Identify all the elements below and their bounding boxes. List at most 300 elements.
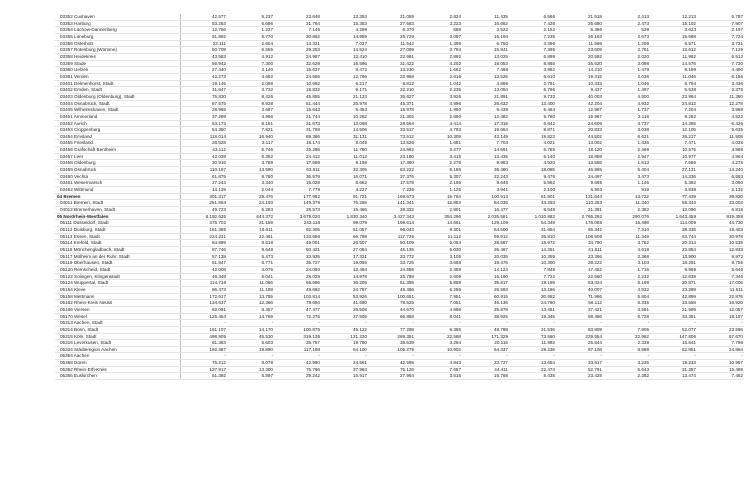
value-cell: 6.750 <box>462 40 509 47</box>
table-row <box>55 360 744 367</box>
value-cell: 25.729 <box>368 33 415 40</box>
table-row <box>55 207 744 214</box>
value-cell: 14.251 <box>509 246 556 253</box>
value-cell: 819.358 <box>697 213 744 220</box>
value-cell: 6.818 <box>697 207 744 214</box>
value-cell: 6.571 <box>650 40 697 47</box>
value-cell: 44.502 <box>556 133 603 140</box>
value-cell: 13.526 <box>368 140 415 147</box>
value-cell: 2.035.561 <box>462 213 509 220</box>
value-cell: 15.917 <box>321 373 368 380</box>
value-cell: 16.611 <box>227 227 274 234</box>
value-cell: 9.983 <box>462 160 509 167</box>
table-row <box>55 333 744 340</box>
value-cell: 22.560 <box>556 273 603 280</box>
table-row <box>55 293 744 300</box>
region-name-cell: 03360 Uelzen <box>55 67 180 74</box>
value-cell: - <box>415 353 462 360</box>
value-cell: 48.348 <box>180 273 227 280</box>
value-cell: 5.760 <box>509 113 556 120</box>
value-cell: 2.609 <box>415 273 462 280</box>
table-row <box>55 260 744 267</box>
value-cell: 33.617 <box>556 360 603 367</box>
value-cell: 8.049 <box>321 140 368 147</box>
value-cell: 2.359 <box>415 266 462 273</box>
value-cell: 12.278 <box>697 100 744 107</box>
region-name-cell: 03357 Rotenburg (Wümme) <box>55 47 180 54</box>
value-cell: 53.926 <box>321 293 368 300</box>
value-cell: 11.112 <box>415 233 462 240</box>
value-cell: 134.637 <box>180 300 227 307</box>
value-cell: 5.237 <box>227 14 274 20</box>
value-cell: 2.152 <box>509 27 556 34</box>
value-cell: 9.733 <box>509 93 556 100</box>
value-cell: 149.379 <box>274 200 321 207</box>
value-cell: 84.899 <box>180 240 227 247</box>
value-cell: 12.057 <box>697 306 744 313</box>
value-cell: 3.989 <box>697 107 744 114</box>
region-name-cell: 03358 Heidekreis <box>55 53 180 60</box>
value-cell: 4.843 <box>415 360 462 367</box>
value-cell: 3.117 <box>227 140 274 147</box>
value-cell: - <box>509 320 556 327</box>
value-cell: 10.692 <box>274 80 321 87</box>
value-cell: 26.163 <box>556 33 603 40</box>
value-cell: - <box>509 353 556 360</box>
value-cell: 4.912 <box>227 53 274 60</box>
value-cell: 15.841 <box>462 47 509 54</box>
region-name-cell: 03355 Lüneburg <box>55 33 180 40</box>
value-cell: 13.451 <box>509 306 556 313</box>
table-row <box>55 100 744 107</box>
table-row <box>55 300 744 307</box>
value-cell: 7.426 <box>509 20 556 27</box>
value-cell: 28.965 <box>180 107 227 114</box>
value-cell: 1.716 <box>603 266 650 273</box>
value-cell: 7.779 <box>274 187 321 194</box>
value-cell: 8.988 <box>603 346 650 353</box>
value-cell: 8.435 <box>509 373 556 380</box>
value-cell: 15.643 <box>274 107 321 114</box>
value-cell: 14.124 <box>462 266 509 273</box>
value-cell: 35.827 <box>368 93 415 100</box>
value-cell: 23.180 <box>368 153 415 160</box>
value-cell: 8.472 <box>321 67 368 74</box>
value-cell: 52.851 <box>650 346 697 353</box>
value-cell: 8.169 <box>650 67 697 74</box>
table-row <box>55 220 744 227</box>
value-cell: 46.466 <box>368 286 415 293</box>
table-row <box>55 366 744 373</box>
value-cell: 3.340 <box>227 180 274 187</box>
value-cell: 5.804 <box>603 293 650 300</box>
value-cell: 36.579 <box>274 173 321 180</box>
value-cell: 5.897 <box>227 373 274 380</box>
value-cell: 2.604 <box>227 40 274 47</box>
value-cell: 19.315 <box>556 73 603 80</box>
value-cell: 12.756 <box>180 27 227 34</box>
value-cell: 4.783 <box>415 127 462 134</box>
value-cell: 16.596 <box>321 60 368 67</box>
region-name-cell: 03457 Leer <box>55 153 180 160</box>
value-cell: 3.515 <box>415 373 462 380</box>
value-cell: 6.512 <box>697 53 744 60</box>
value-cell: - <box>603 353 650 360</box>
value-cell: 42.008 <box>180 266 227 273</box>
value-cell: 15.668 <box>650 33 697 40</box>
value-cell: 26.593 <box>462 286 509 293</box>
value-cell: 32.305 <box>321 167 368 174</box>
region-name-cell: 03456 Grafschaft Bentheim <box>55 147 180 154</box>
region-name-cell: 03455 Friesland <box>55 140 180 147</box>
value-cell: - <box>368 353 415 360</box>
value-cell: 33.351 <box>650 313 697 320</box>
value-cell: 8.457 <box>227 306 274 313</box>
value-cell: 17.669 <box>274 160 321 167</box>
value-cell: 3.427.343 <box>368 213 415 220</box>
value-cell: 45.530 <box>227 333 274 340</box>
value-cell: 4.920 <box>509 160 556 167</box>
value-cell: 11.508 <box>697 133 744 140</box>
value-cell: - <box>180 353 227 360</box>
value-cell: 1.513 <box>603 160 650 167</box>
value-cell: 7.300 <box>227 60 274 67</box>
value-cell: 6.192.635 <box>180 213 227 220</box>
value-cell: 13.654 <box>509 360 556 367</box>
value-cell: 28.332 <box>368 207 415 214</box>
value-cell: 6.771 <box>227 260 274 267</box>
value-cell: 7.798 <box>697 340 744 347</box>
value-cell: 43.583 <box>180 53 227 60</box>
value-cell: 16.251 <box>650 260 697 267</box>
value-cell: 1.227 <box>227 27 274 34</box>
value-cell: 10.575 <box>650 147 697 154</box>
table-row <box>55 160 744 167</box>
value-cell: 4.966 <box>227 113 274 120</box>
value-cell: 50.109 <box>368 240 415 247</box>
table-row <box>55 373 744 380</box>
value-cell: - <box>556 320 603 327</box>
value-cell: 22.474 <box>509 366 556 373</box>
region-name-cell: 03359 Stade <box>55 60 180 67</box>
value-cell: 61.395 <box>368 280 415 287</box>
district-statistics-table <box>55 14 744 380</box>
value-cell: 106.506 <box>556 233 603 240</box>
region-name-cell: 05315 Köln, Stadt <box>55 333 180 340</box>
value-cell: 40.007 <box>556 286 603 293</box>
value-cell: 8.865 <box>509 60 556 67</box>
value-cell: 56.942 <box>180 60 227 67</box>
value-cell: 7.129 <box>697 47 744 54</box>
value-cell: 2.761 <box>603 47 650 54</box>
value-cell: 7.310 <box>603 227 650 234</box>
table-row <box>55 47 744 54</box>
value-cell: 17.331 <box>321 253 368 260</box>
table-row <box>55 107 744 114</box>
value-cell: 12.987 <box>556 107 603 114</box>
value-cell: 11.780 <box>321 147 368 154</box>
value-cell: 13.166 <box>509 286 556 293</box>
value-cell: 75.830 <box>180 93 227 100</box>
table-row <box>55 313 744 320</box>
region-name-cell: 03458 Oldenburg <box>55 160 180 167</box>
value-cell: 44.411 <box>462 366 509 373</box>
value-cell: 30.871 <box>650 280 697 287</box>
table-row <box>55 53 744 60</box>
value-cell: 5.283 <box>227 207 274 214</box>
value-cell: 43.149 <box>462 133 509 140</box>
table-row <box>55 233 744 240</box>
value-cell: 49.682 <box>274 286 321 293</box>
value-cell: 12.366 <box>227 300 274 307</box>
value-cell: 21.391 <box>556 207 603 214</box>
value-cell: 4.898 <box>462 80 509 87</box>
value-cell: 4.522 <box>697 113 744 120</box>
table-row <box>55 273 744 280</box>
value-cell: 7.703 <box>462 140 509 147</box>
value-cell: 14.576 <box>650 60 697 67</box>
value-cell: 169.673 <box>368 193 415 200</box>
value-cell: 224.231 <box>180 233 227 240</box>
value-cell: 14.240 <box>697 167 744 174</box>
value-cell: 10.300 <box>509 260 556 267</box>
value-cell: 3.838 <box>650 187 697 194</box>
table-row <box>55 80 744 87</box>
value-cell: 15.641 <box>650 340 697 347</box>
region-name-cell: 03401 Delmenhorst, Stadt <box>55 80 180 87</box>
value-cell: 6.593 <box>697 173 744 180</box>
value-cell: 5.404 <box>603 167 650 174</box>
value-cell: 23.366 <box>556 253 603 260</box>
region-name-cell: 05313 Aachen, Stadt <box>55 320 180 327</box>
value-cell: 35.539 <box>368 340 415 347</box>
value-cell: 73.512 <box>368 133 415 140</box>
table-row <box>55 140 744 147</box>
value-cell: 1.950 <box>415 107 462 114</box>
value-cell: 3.926 <box>415 93 462 100</box>
table-row <box>55 227 744 234</box>
value-cell: 21.891 <box>462 93 509 100</box>
value-cell: 2.413 <box>603 14 650 20</box>
value-cell: 19.145 <box>180 80 227 87</box>
value-cell: 3.415 <box>415 153 462 160</box>
value-cell: 7.482 <box>697 373 744 380</box>
value-cell: 27.440 <box>180 67 227 74</box>
value-cell: 18.120 <box>556 147 603 154</box>
table-row <box>55 153 744 160</box>
value-cell: 644.372 <box>227 213 274 220</box>
value-cell: 13.556 <box>556 160 603 167</box>
value-cell: 44.730 <box>697 220 744 227</box>
value-cell: 57.138 <box>180 253 227 260</box>
value-cell: 2.673 <box>603 33 650 40</box>
value-cell: 375.702 <box>180 220 227 227</box>
value-cell: 27.084 <box>321 246 368 253</box>
value-cell: 4.075 <box>227 266 274 273</box>
value-cell: 11.390 <box>697 93 744 100</box>
value-cell: 2.824 <box>415 14 462 20</box>
value-cell: 6.631 <box>603 133 650 140</box>
value-cell: 177.952 <box>274 193 321 200</box>
value-cell: 4.202 <box>415 60 462 67</box>
value-cell: 7.821 <box>227 127 274 134</box>
value-cell: 14.336 <box>650 173 697 180</box>
value-cell: 6.217 <box>321 80 368 87</box>
value-cell: 82.091 <box>180 306 227 313</box>
value-cell: - <box>180 320 227 327</box>
value-cell: 5.030 <box>415 246 462 253</box>
value-cell: 19.199 <box>509 280 556 287</box>
value-cell: 3.668 <box>415 260 462 267</box>
value-cell: 3.264 <box>415 340 462 347</box>
value-cell: 49.723 <box>180 207 227 214</box>
value-cell: 15.768 <box>462 373 509 380</box>
value-cell: 2.132 <box>697 187 744 194</box>
value-cell: 23.964 <box>650 93 697 100</box>
value-cell: 7.235 <box>509 33 556 40</box>
value-cell: 28.687 <box>462 240 509 247</box>
value-cell: 13.494 <box>321 266 368 273</box>
value-cell: 11.340 <box>603 200 650 207</box>
value-cell: 5.198 <box>603 280 650 287</box>
value-cell: 22.210 <box>368 87 415 94</box>
value-cell: 13.612 <box>650 47 697 54</box>
value-cell: 15.489 <box>697 366 744 373</box>
value-cell: 4.932 <box>603 286 650 293</box>
value-cell: 14.661 <box>415 220 462 227</box>
value-cell: 2.473 <box>603 20 650 27</box>
value-cell: 1.125 <box>415 187 462 194</box>
value-cell: 9.171 <box>321 87 368 94</box>
value-cell: 14.170 <box>227 326 274 333</box>
value-cell: 8.682 <box>321 180 368 187</box>
value-cell: 51.892 <box>180 33 227 40</box>
value-cell: 5.646 <box>697 266 744 273</box>
value-cell: 63.744 <box>650 233 697 240</box>
region-name-cell: 03461 Wesermarsch <box>55 180 180 187</box>
value-cell: 31.422 <box>368 60 415 67</box>
value-cell: 15.102 <box>650 20 697 27</box>
value-cell: 2.036 <box>603 73 650 80</box>
value-cell: 54.500 <box>462 227 509 234</box>
value-cell: 7.848 <box>509 266 556 273</box>
value-cell: 131.230 <box>321 333 368 340</box>
value-cell: 4.866 <box>415 306 462 313</box>
region-name-cell: 03451 Ammerland <box>55 113 180 120</box>
table-row <box>55 326 744 333</box>
value-cell: 2.382 <box>603 373 650 380</box>
value-cell: 26.507 <box>321 240 368 247</box>
value-cell: 141.341 <box>368 200 415 207</box>
value-cell: - <box>368 320 415 327</box>
value-cell: 12.638 <box>650 273 697 280</box>
value-cell: 22.243 <box>462 173 509 180</box>
value-cell: 7.027 <box>321 40 368 47</box>
value-cell: 10.957 <box>697 360 744 367</box>
value-cell: 87.746 <box>180 246 227 253</box>
region-name-cell: 05334 Städteregion Aachen <box>55 346 180 353</box>
table-row <box>55 40 744 47</box>
value-cell: - <box>650 320 697 327</box>
value-cell: 131.644 <box>556 193 603 200</box>
table-row <box>55 240 744 247</box>
value-cell: 6.765 <box>509 147 556 154</box>
value-cell: 35.727 <box>274 260 321 267</box>
value-cell: 2.116 <box>603 113 650 120</box>
value-cell: 8.648 <box>509 207 556 214</box>
value-cell: 3.103 <box>603 260 650 267</box>
value-cell: 4.021 <box>509 140 556 147</box>
table-row <box>55 120 744 127</box>
value-cell: 5.643 <box>603 366 650 373</box>
value-cell: 11.188 <box>227 286 274 293</box>
value-cell: 14.210 <box>556 67 603 74</box>
table-row <box>55 167 744 174</box>
value-cell: 13.068 <box>321 120 368 127</box>
region-name-cell: 04012 Bremerhaven, Stadt <box>55 207 180 214</box>
value-cell: 100.513 <box>462 193 509 200</box>
value-cell: 76.212 <box>180 360 227 367</box>
value-cell: 6.899 <box>509 53 556 60</box>
value-cell: 45.371 <box>368 100 415 107</box>
value-cell: 21.518 <box>556 14 603 20</box>
table-row <box>55 346 744 353</box>
value-cell: 3.623 <box>650 27 697 34</box>
value-cell: 8.871 <box>509 127 556 134</box>
value-cell: 301.317 <box>180 193 227 200</box>
value-cell: 229.554 <box>556 333 603 340</box>
value-cell: 7.724 <box>697 33 744 40</box>
table-row <box>55 33 744 40</box>
value-cell: 13.435 <box>462 153 509 160</box>
value-cell: 28.564 <box>368 120 415 127</box>
value-cell: 57.670 <box>697 333 744 340</box>
region-name-cell: 03462 Wittmund <box>55 187 180 194</box>
value-cell: 11.569 <box>556 40 603 47</box>
value-cell: 3.473 <box>603 173 650 180</box>
region-name-cell: 05316 Leverkusen, Stadt <box>55 340 180 347</box>
region-name-cell: 03403 Oldenburg (Oldenburg), Stadt <box>55 93 180 100</box>
value-cell: 2.195 <box>415 180 462 187</box>
table-row-state <box>55 213 744 220</box>
value-cell: 10.309 <box>415 133 462 140</box>
value-cell: 24.561 <box>321 360 368 367</box>
value-cell: 3.794 <box>415 47 462 54</box>
value-cell: 13.094 <box>462 87 509 94</box>
value-cell: 9.301 <box>415 227 462 234</box>
value-cell: 42.980 <box>274 360 321 367</box>
value-cell: 10.282 <box>321 113 368 120</box>
value-cell: 9.476 <box>509 173 556 180</box>
value-cell: 12.766 <box>321 73 368 80</box>
value-cell: 61.383 <box>180 340 227 347</box>
value-cell: 25.508 <box>321 306 368 313</box>
value-cell: 4.490 <box>697 67 744 74</box>
value-cell: 7.051 <box>415 300 462 307</box>
region-name-cell: 03352 Cuxhaven <box>55 14 180 20</box>
value-cell: 1.436 <box>603 140 650 147</box>
value-cell: 117.188 <box>274 346 321 353</box>
value-cell: 31.131 <box>321 133 368 140</box>
value-cell: 161.107 <box>180 326 227 333</box>
value-cell: 31.159 <box>227 220 274 227</box>
value-cell: 117.725 <box>368 233 415 240</box>
value-cell: 8.426 <box>227 93 274 100</box>
value-cell: 17.006 <box>697 280 744 287</box>
value-cell: 9.437 <box>556 87 603 94</box>
value-cell: 10.902 <box>415 346 462 353</box>
value-cell: 11.012 <box>321 153 368 160</box>
